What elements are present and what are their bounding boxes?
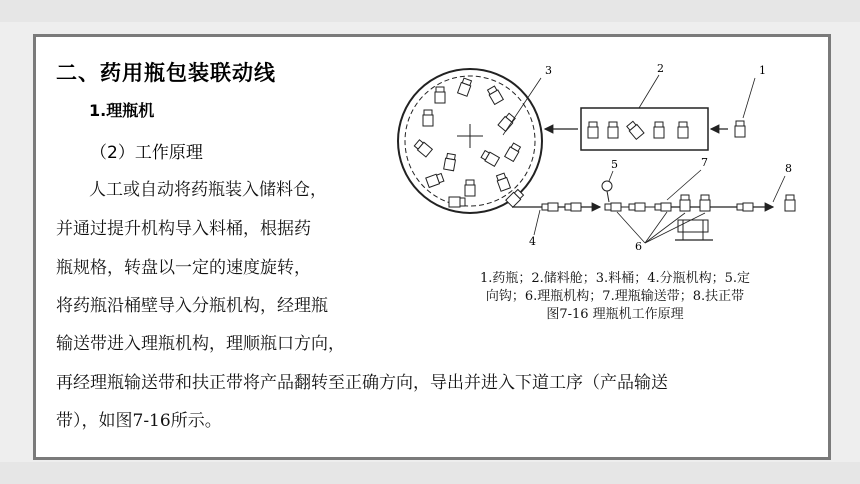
label-2: 2 bbox=[657, 62, 664, 75]
paragraph-line: 输送带进入理瓶机构，理顺瓶口方向， bbox=[56, 334, 345, 354]
label-3: 3 bbox=[545, 64, 552, 77]
label-6: 6 bbox=[635, 240, 642, 253]
subsection-title: 1.理瓶机 bbox=[89, 101, 155, 120]
caption-title: 图7-16 理瓶机工作原理 bbox=[546, 307, 684, 322]
paragraph-line: 并通过提升机构导入料桶，根据药 bbox=[56, 219, 311, 239]
label-4: 4 bbox=[529, 235, 536, 248]
bottle-item bbox=[735, 121, 745, 137]
sub-subsection-title: （2）工作原理 bbox=[90, 143, 203, 163]
label-8: 8 bbox=[785, 162, 792, 175]
slide-top-band bbox=[0, 0, 860, 22]
caption-line: 向钩；6.理瓶机构；7.理瓶输送带；8.扶正带 bbox=[485, 289, 745, 304]
figure-caption bbox=[410, 270, 820, 324]
caption-line: 1.药瓶；2.储料舱；3.料桶；4.分瓶机构；5.定 bbox=[479, 271, 751, 286]
paragraph-line: 人工或自动将药瓶装入储料仓， bbox=[89, 180, 327, 200]
slide-bottom-band bbox=[0, 462, 860, 484]
paragraph-line: 再经理瓶输送带和扶正带将产品翻转至正确方向，导出并进入下道工序（产品输送 bbox=[56, 373, 668, 393]
storage-bin bbox=[581, 108, 708, 150]
paragraph-line: 将药瓶沿桶壁导入分瓶机构，经理瓶 bbox=[56, 296, 328, 316]
hopper-drum bbox=[398, 69, 542, 213]
label-1: 1 bbox=[759, 64, 766, 77]
paragraph-line: 瓶规格，转盘以一定的速度旋转， bbox=[56, 258, 311, 278]
paragraph-line: 带），如图7-16所示。 bbox=[56, 411, 222, 431]
label-7: 7 bbox=[701, 156, 708, 169]
label-5: 5 bbox=[611, 158, 618, 171]
bottle-unscrambler-diagram bbox=[395, 40, 822, 256]
diagram-svg bbox=[395, 40, 822, 256]
section-title: 二、药用瓶包装联动线 bbox=[56, 61, 276, 85]
